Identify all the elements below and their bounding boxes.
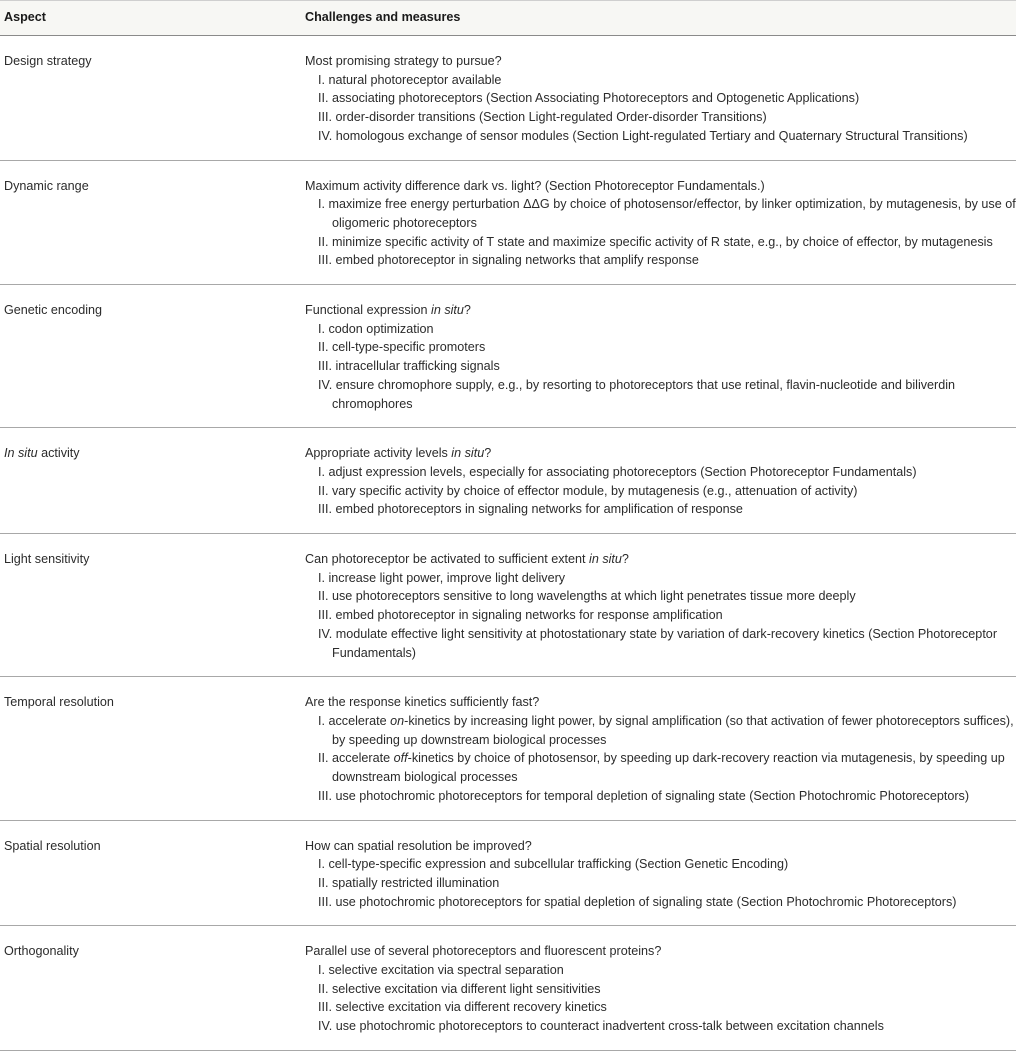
list-item: II. use photoreceptors sensitive to long wavelengths at which light penetrates tissue more deeply xyxy=(318,589,856,604)
challenges-cell xyxy=(305,285,1016,427)
question: Can photoreceptor be activated to sufficient extent in situ? xyxy=(305,552,629,567)
challenges-cell xyxy=(305,534,1016,676)
aspect-cell: Light sensitivity xyxy=(4,552,90,567)
list-item: I. codon optimization xyxy=(318,321,434,336)
list-item: II. minimize specific activity of T state and maximize specific activity of R state, e.g., by choice of effector, by mutagenesis xyxy=(318,234,993,249)
challenges-cell xyxy=(305,161,1016,285)
challenges-cell xyxy=(305,428,1016,533)
aspect-cell: Spatial resolution xyxy=(4,838,101,853)
table-row xyxy=(0,285,1016,428)
question: Maximum activity difference dark vs. light? (Section Photoreceptor Fundamentals.) xyxy=(305,178,765,193)
list-item: III. use photochromic photoreceptors for temporal depletion of signaling state (Section Photochromic Photoreceptors) xyxy=(318,788,970,803)
list-item: IV. homologous exchange of sensor modules (Section Light-regulated Tertiary and Quaternary Structural Transitions) xyxy=(318,128,968,143)
challenges-cell xyxy=(305,677,1016,819)
question: How can spatial resolution be improved? xyxy=(305,838,532,853)
list-item: I. maximize free energy perturbation ΔΔG by choice of photosensor/effector, by linker optimization, by mutagenesis, by use of oligomeric photoreceptors xyxy=(318,197,1016,230)
header-challenges: Challenges and measures xyxy=(305,10,461,24)
list-item: II. selective excitation via different light sensitivities xyxy=(318,981,601,996)
table-row xyxy=(0,821,1016,927)
question: Appropriate activity levels in situ? xyxy=(305,446,492,461)
list-item: III. embed photoreceptor in signaling networks for response amplification xyxy=(318,608,723,623)
aspect-cell: Orthogonality xyxy=(4,944,79,959)
challenges-cell xyxy=(305,821,1016,926)
list-item: II. spatially restricted illumination xyxy=(318,875,500,890)
challenges-cell xyxy=(305,36,1016,160)
list-item: III. use photochromic photoreceptors for spatial depletion of signaling state (Section Photochromic Photoreceptors) xyxy=(318,894,957,909)
list-item: I. cell-type-specific expression and subcellular trafficking (Section Genetic Encoding) xyxy=(318,857,789,872)
list-item: II. associating photoreceptors (Section Associating Photoreceptors and Optogenetic Applications) xyxy=(318,91,860,106)
question: Most promising strategy to pursue? xyxy=(305,54,502,68)
list-item: IV. ensure chromophore supply, e.g., by resorting to photoreceptors that use retinal, flavin-nucleotide and biliverdin chromophores xyxy=(318,377,956,411)
list-item: III. selective excitation via different recovery kinetics xyxy=(318,1000,607,1015)
list-item: II. vary specific activity by choice of effector module, by mutagenesis (e.g., attenuation of activity) xyxy=(318,483,858,498)
list-item: I. natural photoreceptor available xyxy=(318,72,502,87)
question: Parallel use of several photoreceptors and fluorescent proteins? xyxy=(305,944,662,959)
aspect-cell: Dynamic range xyxy=(4,178,89,193)
table-row xyxy=(0,161,1016,286)
table-row xyxy=(0,36,1016,161)
table-row xyxy=(0,926,1016,1051)
table-header xyxy=(0,0,1016,36)
aspect-cell: Genetic encoding xyxy=(4,303,103,318)
table-row xyxy=(0,428,1016,534)
list-item: II. cell-type-specific promoters xyxy=(318,340,486,355)
table-row xyxy=(0,677,1016,820)
aspect-cell: In situ activity xyxy=(4,446,80,461)
aspect-cell: Design strategy xyxy=(4,54,92,68)
list-item: IV. use photochromic photoreceptors to counteract inadvertent cross-talk between excitation channels xyxy=(318,1019,884,1034)
list-item: I. increase light power, improve light delivery xyxy=(318,570,566,585)
aspect-cell: Temporal resolution xyxy=(4,695,114,710)
list-item: I. adjust expression levels, especially for associating photoreceptors (Section Photoreceptor Fundamentals) xyxy=(318,464,917,479)
challenges-cell xyxy=(305,926,1016,1050)
table-row xyxy=(0,534,1016,677)
header-aspect: Aspect xyxy=(4,10,46,24)
list-item: I. accelerate on-kinetics by increasing light power, by signal amplification (so that activation of fewer photoreceptors suffices), by speeding up downstream biological processes xyxy=(318,713,1014,747)
question: Are the response kinetics sufficiently fast? xyxy=(305,695,540,710)
list-item: III. embed photoreceptor in signaling networks that amplify response xyxy=(318,253,699,268)
list-item: II. accelerate off-kinetics by choice of photosensor, by speeding up dark-recovery reaction via mutagenesis, by speeding up downstream biological processes xyxy=(318,751,1005,785)
list-item: IV. modulate effective light sensitivity at photostationary state by variation of dark-recovery kinetics (Section Photoreceptor Fundamentals) xyxy=(318,626,998,660)
list-item: III. intracellular trafficking signals xyxy=(318,359,500,374)
list-item: III. embed photoreceptors in signaling networks for amplification of response xyxy=(318,502,743,517)
question: Functional expression in situ? xyxy=(305,303,471,318)
list-item: I. selective excitation via spectral separation xyxy=(318,963,564,978)
list-item: III. order-disorder transitions (Section Light-regulated Order-disorder Transitions) xyxy=(318,110,767,125)
